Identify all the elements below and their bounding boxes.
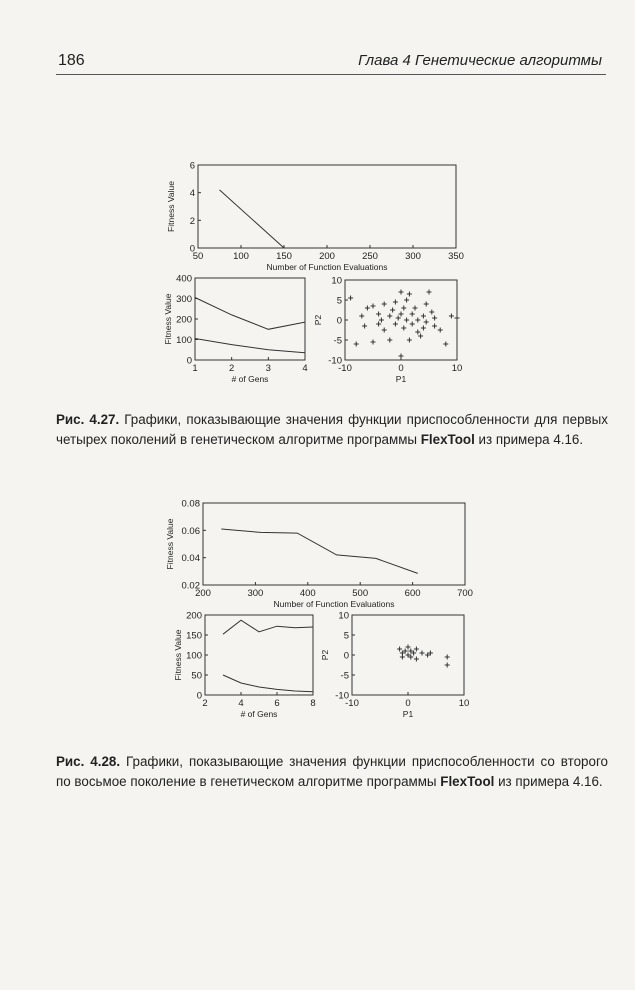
- y-tick-label: 400: [176, 273, 192, 285]
- y-tick-label: 0: [336, 315, 342, 327]
- scatter-point: [445, 655, 450, 660]
- y-tick-label: 5: [336, 295, 342, 307]
- x-tick-label: 4: [238, 698, 244, 709]
- x-tick-label: 350: [448, 251, 464, 262]
- x-axis-label: # of Gens: [231, 374, 269, 384]
- x-tick-label: -10: [345, 698, 359, 709]
- x-tick-label: 10: [458, 698, 470, 709]
- series-line-mean: [223, 675, 313, 692]
- running-head: Глава 4 Генетические алгоритмы: [358, 52, 602, 69]
- x-axis-label: # of Gens: [240, 709, 278, 719]
- x-tick-label: 3: [265, 363, 271, 374]
- x-tick-label: 150: [276, 251, 292, 262]
- scatter-point: [414, 657, 419, 662]
- caption-label: Рис. 4.28.: [56, 754, 121, 769]
- y-tick-label: -10: [335, 690, 349, 702]
- x-tick-label: -10: [338, 363, 352, 374]
- x-tick-label: 600: [404, 588, 421, 599]
- x-tick-label: 8: [310, 698, 316, 709]
- scatter-point: [406, 645, 411, 650]
- x-tick-label: 1: [192, 363, 198, 374]
- y-tick-label: 10: [338, 610, 349, 622]
- y-tick-label: 5: [343, 630, 349, 642]
- y-tick-label: 2: [189, 215, 195, 227]
- y-axis-label: P2: [320, 649, 330, 661]
- y-axis-label: P2: [313, 314, 323, 326]
- y-tick-label: 6: [189, 160, 195, 172]
- x-tick-label: 2: [229, 363, 235, 374]
- y-tick-label: 4: [189, 188, 195, 200]
- x-tick-label: 200: [319, 251, 335, 262]
- scatter-point: [400, 655, 405, 660]
- y-tick-label: 0.06: [181, 525, 200, 537]
- y-tick-label: 0.04: [181, 553, 200, 565]
- y-tick-label: 0: [343, 650, 349, 662]
- caption-text: Графики, показывающие значения функции приспособленности для первых четырех поколений в генетическом алгоритме программы: [56, 412, 608, 447]
- x-tick-label: 400: [299, 588, 316, 599]
- caption-suffix: из примера 4.16.: [494, 774, 603, 789]
- y-tick-label: 0: [186, 355, 192, 367]
- page-number: 186: [58, 52, 85, 69]
- caption-suffix: из примера 4.16.: [474, 432, 584, 447]
- y-tick-label: 200: [176, 314, 192, 326]
- y-tick-label: -10: [328, 355, 342, 367]
- y-tick-label: 50: [191, 670, 202, 682]
- caption-tool: FlexTool: [420, 432, 475, 447]
- y-tick-label: 10: [331, 275, 342, 287]
- series-line-fitness: [221, 529, 417, 573]
- y-tick-label: 100: [186, 650, 202, 662]
- x-tick-label: 100: [233, 251, 249, 262]
- y-tick-label: -5: [333, 335, 342, 347]
- y-axis-label: Fitness Value: [166, 181, 176, 232]
- y-axis-label: Fitness Value: [173, 629, 183, 681]
- plot-frame: [203, 503, 465, 585]
- x-tick-label: 6: [274, 698, 280, 709]
- scatter-point: [397, 647, 402, 652]
- y-tick-label: 0.08: [181, 498, 200, 510]
- x-axis-label: Number of Function Evaluations: [273, 599, 395, 609]
- x-axis-label: Number of Function Evaluations: [266, 262, 388, 272]
- x-tick-label: 4: [302, 363, 308, 374]
- scatter-point: [445, 663, 450, 668]
- y-tick-label: 0: [196, 690, 202, 702]
- y-tick-label: 150: [186, 630, 202, 642]
- x-tick-label: 2: [202, 698, 208, 709]
- x-axis-label: P1: [402, 709, 414, 719]
- caption-tool: FlexTool: [440, 774, 495, 789]
- y-axis-label: Fitness Value: [163, 293, 173, 345]
- y-tick-label: 0: [189, 243, 195, 255]
- caption-label: Рис. 4.27.: [56, 412, 120, 427]
- chart-f2-bottom-right: [320, 611, 469, 720]
- x-tick-label: 10: [451, 363, 463, 374]
- scatter-point: [420, 651, 425, 656]
- y-axis-label: Fitness Value: [165, 518, 175, 570]
- y-tick-label: 100: [176, 335, 192, 346]
- caption-4-28: [56, 752, 608, 792]
- x-tick-label: 0: [405, 698, 411, 709]
- x-tick-label: 300: [405, 251, 421, 262]
- x-tick-label: 0: [398, 363, 404, 374]
- x-axis-label: P1: [395, 374, 407, 384]
- y-tick-label: 0.02: [181, 580, 200, 592]
- x-tick-label: 200: [195, 588, 211, 599]
- x-tick-label: 700: [457, 588, 473, 599]
- plot-frame: [205, 615, 313, 695]
- chart-f2-bottom-left: [173, 611, 316, 720]
- y-tick-label: 300: [176, 294, 192, 305]
- x-tick-label: 300: [247, 588, 264, 599]
- y-tick-label: 200: [186, 610, 202, 622]
- y-tick-label: -5: [340, 670, 349, 682]
- scatter-point: [414, 647, 419, 652]
- chart-f2-top: [165, 499, 473, 610]
- x-tick-label: 250: [362, 251, 378, 262]
- x-tick-label: 500: [352, 588, 369, 599]
- series-line-max: [223, 620, 313, 634]
- caption-text: Графики, показывающие значения функции приспособленности со второго по восьмое поколение в генетическом алгоритме программы: [56, 754, 608, 789]
- x-tick-label: 50: [192, 251, 204, 262]
